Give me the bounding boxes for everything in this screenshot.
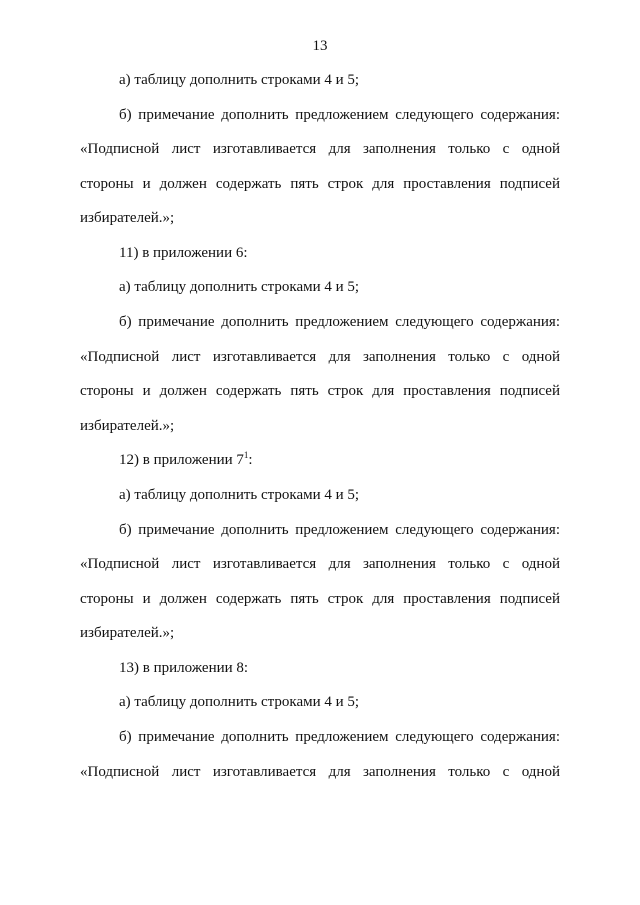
paragraph-line: стороны и должен содержать пять строк для проставления подписей	[80, 591, 560, 607]
page-number: 13	[312, 38, 328, 54]
paragraph-line: б) примечание дополнить предложением следующего содержания:	[119, 522, 560, 538]
paragraph-line: б) примечание дополнить предложением следующего содержания:	[119, 729, 560, 745]
paragraph-line: 11) в приложении 6:	[119, 245, 248, 261]
paragraph-line: стороны и должен содержать пять строк для проставления подписей	[80, 383, 560, 399]
item-12-colon: :	[248, 452, 253, 468]
paragraph-line: а) таблицу дополнить строками 4 и 5;	[119, 72, 360, 88]
paragraph-line: «Подписной лист изготавливается для заполнения только с одной	[80, 141, 560, 157]
item-12-text: 12) в приложении 7	[119, 452, 244, 468]
paragraph-line: а) таблицу дополнить строками 4 и 5;	[119, 487, 360, 503]
paragraph-line: «Подписной лист изготавливается для заполнения только с одной	[80, 764, 560, 780]
paragraph-line: а) таблицу дополнить строками 4 и 5;	[119, 694, 360, 710]
paragraph-line: избирателей.»;	[80, 625, 175, 641]
paragraph-line: избирателей.»;	[80, 418, 175, 434]
paragraph-line: стороны и должен содержать пять строк для проставления подписей	[80, 176, 560, 192]
paragraph-line: б) примечание дополнить предложением следующего содержания:	[119, 314, 560, 330]
paragraph-line: «Подписной лист изготавливается для заполнения только с одной	[80, 349, 560, 365]
paragraph-line: а) таблицу дополнить строками 4 и 5;	[119, 279, 360, 295]
paragraph-line: б) примечание дополнить предложением следующего содержания:	[119, 107, 560, 123]
paragraph-line	[119, 450, 560, 470]
paragraph-line: 13) в приложении 8:	[119, 660, 249, 676]
paragraph-line: избирателей.»;	[80, 210, 175, 226]
superscript: 1	[243, 450, 249, 460]
paragraph-line: «Подписной лист изготавливается для заполнения только с одной	[80, 556, 560, 572]
